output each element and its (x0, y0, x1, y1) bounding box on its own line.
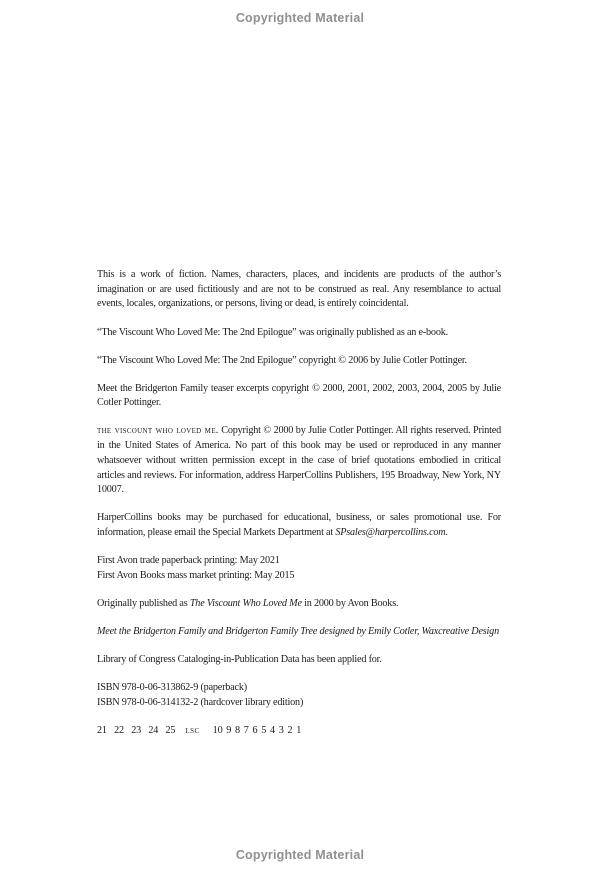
original-publication-title: The Viscount Who Loved Me (189, 597, 302, 609)
book-title-smallcaps: the viscount who loved me. (97, 425, 219, 437)
copyrighted-material-watermark-top: Copyrighted Material (235, 11, 365, 25)
isbn-hardcover-line: ISBN 978-0-06-314132-2 (hardcover library edition) (97, 696, 304, 708)
printers-key-line (97, 724, 501, 739)
isbn-paperback-line: ISBN 978-0-06-313862-9 (paperback) (97, 682, 247, 694)
isbn-paragraph (97, 681, 501, 710)
main-copyright-paragraph (97, 424, 501, 498)
special-markets-paragraph (97, 511, 501, 540)
special-markets-email: SPsales@harpercollins.com. (335, 527, 448, 539)
printers-key-printer-code: lsc (185, 725, 200, 737)
printing-history-paragraph (97, 554, 501, 583)
epilogue-copyright-paragraph: “The Viscount Who Loved Me: The 2nd Epilogue” copyright © 2006 by Julie Cotler Pottinger. (97, 354, 467, 366)
fiction-disclaimer-paragraph: This is a work of fiction. Names, characters, places, and incidents are products of the author’s imagination or are used fictitiously and are not to be construed as real. Any resemblance to actual events, locales, organizations, or persons, living or dead, is entirely coincidental. (97, 269, 501, 310)
copyrighted-material-watermark-bottom: Copyrighted Material (235, 848, 365, 862)
original-publication-rest: in 2000 by Avon Books. (301, 597, 399, 609)
original-publication-lead: Originally published as (97, 597, 190, 609)
ebook-note-paragraph: “The Viscount Who Loved Me: The 2nd Epilogue” was originally published as an e-book. (97, 326, 448, 338)
library-of-congress-paragraph: Library of Congress Cataloging-in-Publication Data has been applied for. (97, 654, 382, 666)
main-copyright-text: Copyright © 2000 by Julie Cotler Pottinger. All rights reserved. Printed in the United States of America. No part of this book may be used or reproduced in any manner whatsoever without written permission except in the case of brief quotations embodied in critical articles and reviews. For information, address HarperCollins Publishers, 195 Broadway, New York, NY 10007. (97, 425, 502, 496)
copyright-text-block (97, 268, 501, 752)
original-publication-paragraph (97, 597, 501, 612)
printing-history-line-1: First Avon trade paperback printing: May 2021 (97, 555, 280, 567)
special-markets-text: HarperCollins books may be purchased for educational, business, or sales promotional use. For information, please email the Special Markets Department at (97, 512, 501, 539)
printing-history-line-2: First Avon Books mass market printing: May 2015 (97, 569, 295, 581)
teaser-copyright-paragraph: Meet the Bridgerton Family teaser excerpts copyright © 2000, 2001, 2002, 2003, 2004, 2005 by Julie Cotler Pottinger. (97, 382, 501, 409)
design-credit-paragraph: Meet the Bridgerton Family and Bridgerton Family Tree designed by Emily Cotler, Waxcreative Design (97, 626, 499, 638)
printers-key-numbers: 10 9 8 7 6 5 4 3 2 1 (212, 725, 302, 737)
printers-key-years: 21 22 23 24 25 (97, 725, 176, 737)
